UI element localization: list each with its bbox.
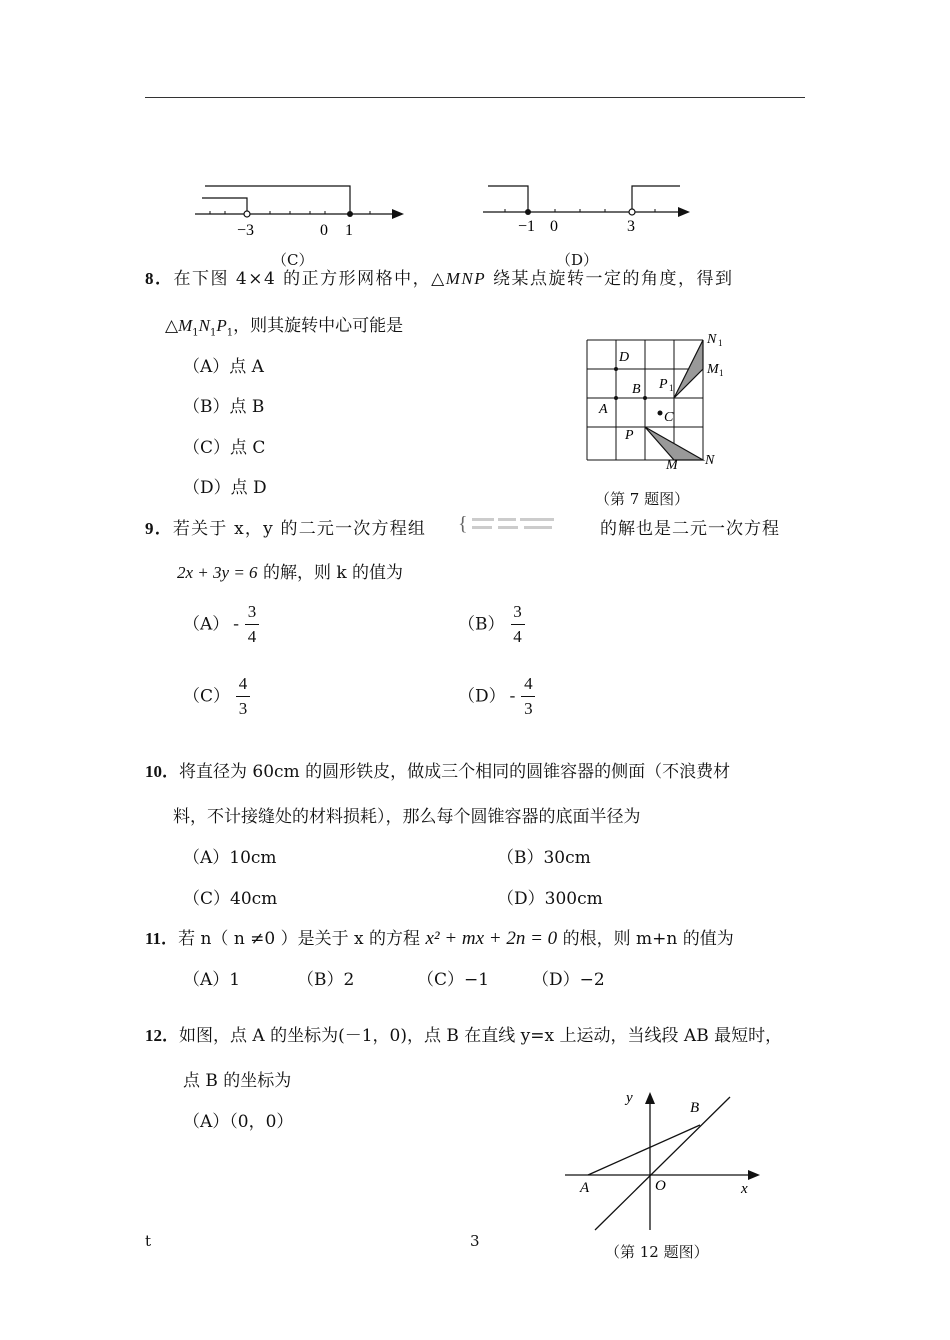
tick-label: 3 bbox=[627, 218, 635, 235]
svg-text:M: M bbox=[666, 458, 678, 473]
tick-label: −1 bbox=[518, 218, 536, 235]
q9-text-b: 的解也是二元一次方程 bbox=[600, 519, 780, 539]
question-number: 10． bbox=[145, 762, 179, 781]
q12-option-a: （A）（0，0） bbox=[183, 1112, 294, 1132]
question-9-line2 bbox=[177, 558, 403, 583]
svg-text:1: 1 bbox=[719, 368, 724, 378]
tick-label: 0 bbox=[320, 222, 328, 239]
figure-12-caption: （第 12 题图） bbox=[605, 1243, 709, 1261]
q10-option-c: （C）40cm bbox=[183, 889, 278, 909]
q9-text: 若关于 x，y 的二元一次方程组 bbox=[172, 519, 427, 539]
number-line-d bbox=[480, 178, 700, 238]
svg-text:B: B bbox=[632, 382, 641, 397]
q12-line1: 如图，点 A 的坐标为(－1，0)，点 B 在直线 y=x 上运动，当线段 AB 最短时， bbox=[179, 1026, 783, 1046]
question-10-line1 bbox=[145, 757, 730, 782]
question-11 bbox=[145, 924, 734, 950]
open-point bbox=[244, 211, 250, 217]
svg-text:N: N bbox=[707, 332, 717, 347]
svg-text:A: A bbox=[599, 402, 608, 417]
q8-option-d: （D）点 D bbox=[183, 478, 267, 498]
q8-option-a: （A）点 A bbox=[183, 357, 264, 377]
question-number: 11． bbox=[145, 929, 179, 948]
footer-left: t bbox=[145, 1232, 152, 1250]
q8-text-b: 绕某点旋转一定的角度，得到 bbox=[486, 269, 734, 289]
svg-text:A: A bbox=[580, 1180, 590, 1196]
svg-text:y: y bbox=[626, 1090, 633, 1106]
svg-text:1: 1 bbox=[718, 338, 723, 348]
svg-text:C: C bbox=[664, 410, 674, 425]
question-number: 9． bbox=[145, 519, 173, 538]
svg-text:x: x bbox=[741, 1181, 748, 1197]
caption-d: （D） bbox=[556, 251, 599, 269]
header-rule bbox=[145, 97, 805, 98]
svg-text:P: P bbox=[625, 428, 634, 443]
question-8-line2: $\triangle M_1N_1P_1$，则其旋转中心可能是 bbox=[165, 316, 404, 339]
figure-7-caption: （第 7 题图） bbox=[595, 490, 690, 508]
q9-option-c: （C） $\frac{4}{3}$ bbox=[183, 674, 250, 720]
solid-point bbox=[525, 209, 531, 215]
q8-text: 在下图 4×4 的正方形网格中，△ bbox=[173, 269, 446, 289]
svg-text:P: P bbox=[659, 377, 668, 392]
coordinate-figure bbox=[560, 1085, 770, 1235]
segment-ab bbox=[588, 1125, 700, 1175]
svg-text:N: N bbox=[705, 453, 715, 468]
q9-equation-system bbox=[458, 512, 598, 536]
q12-line2: 点 B 的坐标为 bbox=[183, 1071, 292, 1091]
grid-figure bbox=[580, 328, 730, 478]
question-12-line1 bbox=[145, 1021, 782, 1046]
svg-text:M: M bbox=[707, 362, 719, 377]
q11-option-b: （B）2 bbox=[297, 970, 355, 990]
question-number: 8． bbox=[145, 269, 174, 288]
question-number: 12． bbox=[145, 1026, 179, 1045]
svg-text:D: D bbox=[619, 350, 630, 365]
svg-text:O: O bbox=[655, 1178, 666, 1194]
svg-text:{: { bbox=[458, 513, 468, 535]
svg-text:1: 1 bbox=[669, 383, 674, 393]
q10-line2: 料，不计接缝处的材料损耗），那么每个圆锥容器的底面半径为 bbox=[173, 807, 641, 827]
q8-line2: ，则其旋转中心可能是 bbox=[233, 316, 404, 336]
question-8-line1 bbox=[145, 264, 734, 289]
q11-option-c: （C）−1 bbox=[417, 970, 490, 990]
q10-option-b: （B）30cm bbox=[497, 848, 591, 868]
q8-option-b: （B）点 B bbox=[183, 397, 265, 417]
q10-option-a: （A）10cm bbox=[183, 848, 277, 868]
q11-equation: x² + mx + 2n = 0 bbox=[425, 928, 558, 949]
q9-equation: 2x + 3y = 6 bbox=[177, 563, 258, 582]
q11-text-b: 的根，则 m+n 的值为 bbox=[562, 929, 734, 949]
tick-label: −3 bbox=[237, 222, 255, 239]
tick-label: 1 bbox=[345, 222, 353, 239]
q9-option-b: （B） $\frac{3}{4}$ bbox=[458, 602, 525, 648]
solid-point bbox=[347, 211, 353, 217]
q11-option-a: （A）1 bbox=[183, 970, 241, 990]
tick-label: 0 bbox=[550, 218, 558, 235]
q9-line2-text: 的解，则 k 的值为 bbox=[257, 563, 404, 583]
open-point bbox=[629, 209, 635, 215]
q9-option-a: （A） - $\frac{3}{4}$ bbox=[183, 602, 259, 648]
page-number: 3 bbox=[470, 1232, 480, 1250]
svg-text:B: B bbox=[690, 1100, 700, 1116]
q10-option-d: （D）300cm bbox=[497, 889, 603, 909]
number-line-c bbox=[190, 178, 410, 248]
q8-option-c: （C）点 C bbox=[183, 438, 266, 458]
q8-mnp: MNP bbox=[445, 269, 487, 288]
caption-c: （C） bbox=[272, 251, 314, 269]
q10-line1: 将直径为 60cm 的圆形铁皮，做成三个相同的圆锥容器的侧面（不浪费材 bbox=[179, 762, 731, 782]
q11-option-d: （D）−2 bbox=[532, 970, 605, 990]
q11-text-a: 若 n（ n ≠0 ）是关于 x 的方程 bbox=[178, 929, 421, 949]
question-9-line1 bbox=[145, 514, 426, 539]
q9-option-d: （D） - $\frac{4}{3}$ bbox=[458, 674, 535, 720]
